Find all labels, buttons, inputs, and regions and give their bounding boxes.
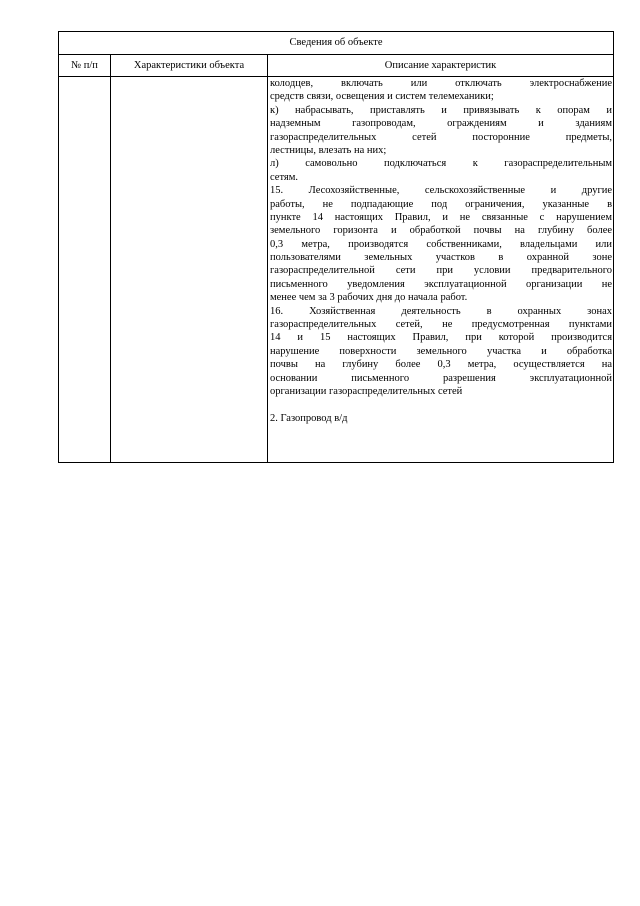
description-line: организации газораспределительных сетей xyxy=(270,385,463,397)
description-line: нарушение поверхности земельного участка и обработка xyxy=(270,345,613,357)
description-line: газораспределительных сетей, не предусмотренная пунктами xyxy=(270,319,613,331)
description-line: работы, не подпадающие под ограничения, указанные в xyxy=(270,198,613,210)
description-line: газораспределительных сетей посторонние предметы, xyxy=(270,131,613,143)
description-line: сетям. xyxy=(270,171,298,183)
description-line: менее чем за 3 рабочих дня до начала работ. xyxy=(270,292,468,304)
column-header-number: № п/п xyxy=(59,55,111,77)
column-header-characteristic: Характеристики объекта xyxy=(111,55,268,77)
description-line: пользователями земельных участков в охранной зоне xyxy=(270,252,613,264)
description-line: основании письменного разрешения эксплуатационной xyxy=(270,372,613,384)
object-info-table xyxy=(58,31,614,463)
description-line: надземным газопроводам, ограждениям и зданиям xyxy=(270,118,613,130)
description-line: письменного уведомления эксплуатационной организации не xyxy=(270,278,613,290)
description-line: 14 и 15 настоящих Правил, при которой производится xyxy=(270,332,613,344)
description-line: 0,3 метра, производятся собственниками, владельцами или xyxy=(270,238,613,250)
description-line: земельного горизонта и обработкой почвы на глубину более xyxy=(270,225,613,237)
description-line: лестницы, влезать на них; xyxy=(270,144,387,156)
description-line: 15. Лесохозяйственные, сельскохозяйственные и другие xyxy=(270,185,613,197)
description-line: средств связи, освещения и систем телемеханики; xyxy=(270,91,494,103)
footer-line: 2. Газопровод в/д xyxy=(270,412,348,424)
row-characteristic-cell xyxy=(111,77,268,463)
description-line: к) набрасывать, приставлять и привязывать к опорам и xyxy=(270,104,613,116)
row-description-cell xyxy=(268,77,614,463)
column-header-description: Описание характеристик xyxy=(268,55,614,77)
table-row xyxy=(59,77,614,463)
description-line: 16. Хозяйственная деятельность в охранных зонах xyxy=(270,305,613,317)
row-number-cell xyxy=(59,77,111,463)
description-line: л) самовольно подключаться к газораспределительным xyxy=(270,158,613,170)
description-line: колодцев, включать или отключать электроснабжение xyxy=(270,78,613,89)
description-line: почвы на глубину более 0,3 метра, осуществляется на xyxy=(270,359,613,371)
paragraph-gap xyxy=(270,398,612,411)
description-line: пункте 14 настоящих Правил, и не связанные с нарушением xyxy=(270,211,613,223)
description-text xyxy=(270,77,612,398)
description-line: газораспределительной сети при условии предварительного xyxy=(270,265,613,277)
table-title: Сведения об объекте xyxy=(59,32,614,55)
